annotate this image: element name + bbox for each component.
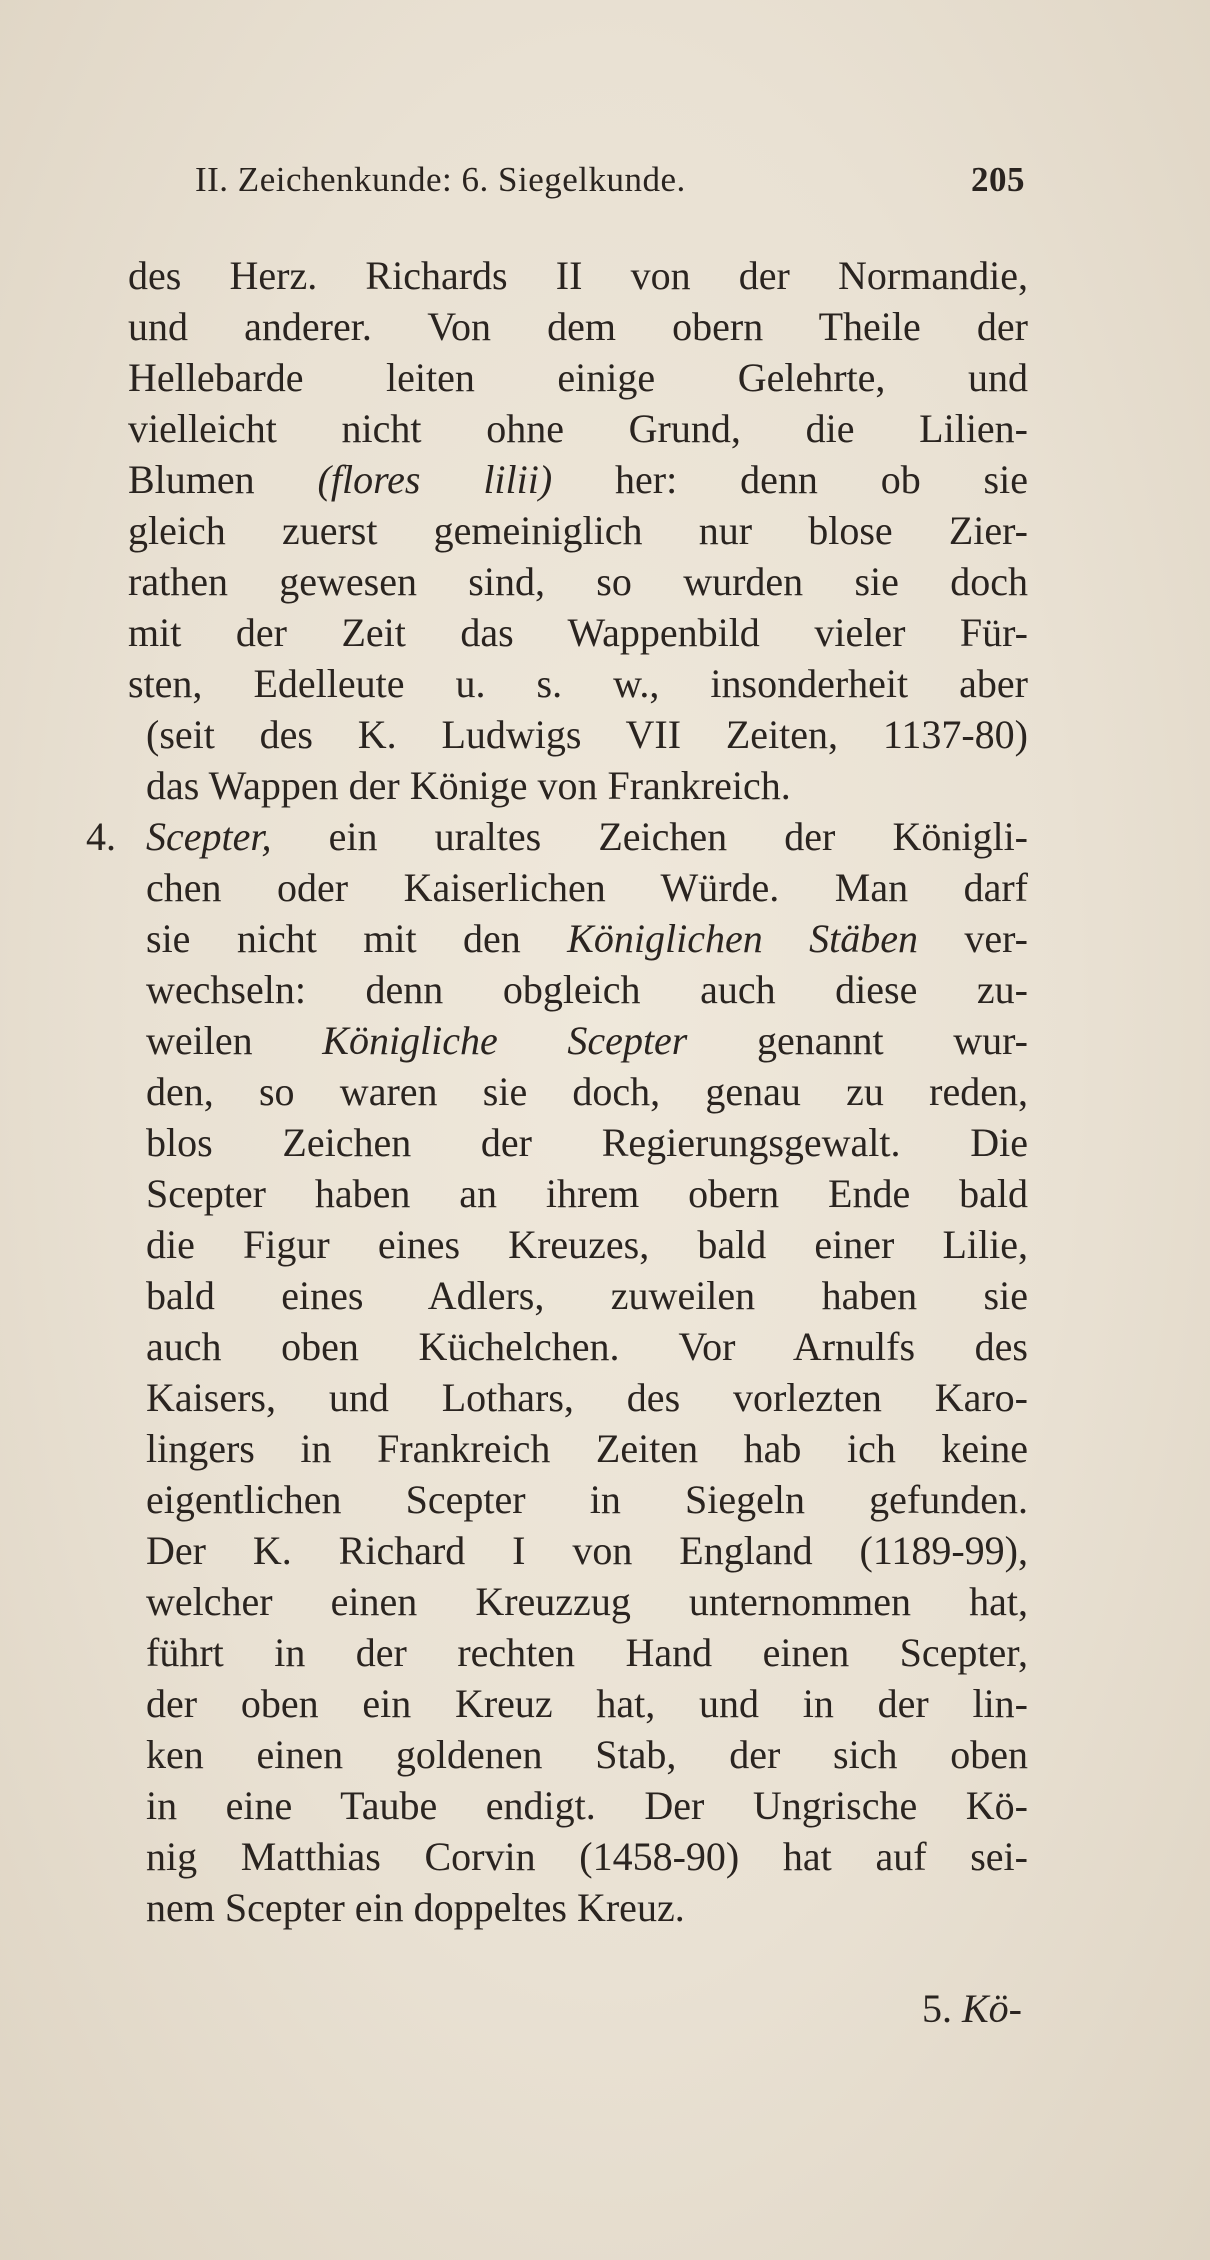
- text-line: auch oben Küchelchen. Vor Arnulfs des: [146, 1324, 1028, 1369]
- text-line: (seit des K. Ludwigs VII Zeiten, 1137-80): [146, 712, 1028, 757]
- text-line: eigentlichen Scepter in Siegeln gefunden.: [146, 1477, 1028, 1522]
- body-text: [86, 250, 1028, 1933]
- catchword-number: 5.: [922, 1986, 952, 2031]
- text-line: das Wappen der Könige von Frankreich.: [146, 763, 791, 808]
- text-line: die Figur eines Kreuzes, bald einer Lilie,: [146, 1222, 1028, 1267]
- text-line: chen oder Kaiserlichen Würde. Man darf: [146, 865, 1028, 910]
- text-line: vielleicht nicht ohne Grund, die Lilien-: [128, 406, 1028, 451]
- text-line: in eine Taube endigt. Der Ungrische Kö-: [146, 1783, 1028, 1828]
- text-line: Der K. Richard I von England (1189-99),: [146, 1528, 1028, 1573]
- text-segment: Blumen: [128, 457, 318, 502]
- catchword-word: Kö-: [962, 1986, 1022, 2031]
- text-line: blos Zeichen der Regierungsgewalt. Die: [146, 1120, 1028, 1165]
- text-line: Hellebarde leiten einige Gelehrte, und: [128, 355, 1028, 400]
- text-segment: genannt wur-: [687, 1018, 1028, 1063]
- text-segment: her: denn ob sie: [552, 457, 1028, 502]
- running-head: [195, 160, 1025, 204]
- text-segment: sie nicht mit den: [146, 916, 568, 961]
- text-line: [128, 913, 1028, 964]
- text-line: nig Matthias Corvin (1458-90) hat auf sei-: [146, 1834, 1028, 1879]
- text-line: [128, 1015, 1028, 1066]
- text-line: der oben ein Kreuz hat, und in der lin-: [146, 1681, 1028, 1726]
- text-line: mit der Zeit das Wappenbild vieler Für-: [128, 610, 1028, 655]
- text-line: führt in der rechten Hand einen Scepter,: [146, 1630, 1028, 1675]
- running-head-title: II. Zeichenkunde: 6. Siegelkunde.: [195, 160, 686, 199]
- text-line: bald eines Adlers, zuweilen haben sie: [146, 1273, 1028, 1318]
- text-line: nem Scepter ein doppeltes Kreuz.: [146, 1885, 685, 1930]
- text-segment: weilen: [146, 1018, 323, 1063]
- text-line: sten, Edelleute u. s. w., insonderheit aber: [128, 661, 1028, 706]
- text-line: des Herz. Richards II von der Normandie,: [128, 253, 1028, 298]
- text-line: [128, 454, 1028, 505]
- italic-term: (flores lilii): [317, 457, 553, 502]
- text-line: Scepter haben an ihrem obern Ende bald: [146, 1171, 1028, 1216]
- text-line: lingers in Frankreich Zeiten hab ich keine: [146, 1426, 1028, 1471]
- page-number: 205: [971, 160, 1025, 199]
- text-line: ken einen goldenen Stab, der sich oben: [146, 1732, 1028, 1777]
- text-line: den, so waren sie doch, genau zu reden,: [146, 1069, 1028, 1114]
- text-segment: ver-: [917, 916, 1028, 961]
- text-line: [86, 811, 1028, 862]
- text-line: und anderer. Von dem obern Theile der: [128, 304, 1028, 349]
- item-number: 4.: [86, 814, 116, 859]
- italic-term: Scepter,: [146, 814, 272, 859]
- text-line: Kaisers, und Lothars, des vorlezten Karo-: [146, 1375, 1028, 1420]
- catchword: [922, 1985, 1022, 2032]
- text-line: wechseln: denn obgleich auch diese zu-: [146, 967, 1028, 1012]
- text-line: welcher einen Kreuzzug unternommen hat,: [146, 1579, 1028, 1624]
- italic-term: Königlichen Stäben: [567, 916, 918, 961]
- text-segment: ein uraltes Zeichen der Königli-: [271, 814, 1028, 859]
- italic-term: Königliche Scepter: [322, 1018, 688, 1063]
- text-line: gleich zuerst gemeiniglich nur blose Zier-: [128, 508, 1028, 553]
- text-line: rathen gewesen sind, so wurden sie doch: [128, 559, 1028, 604]
